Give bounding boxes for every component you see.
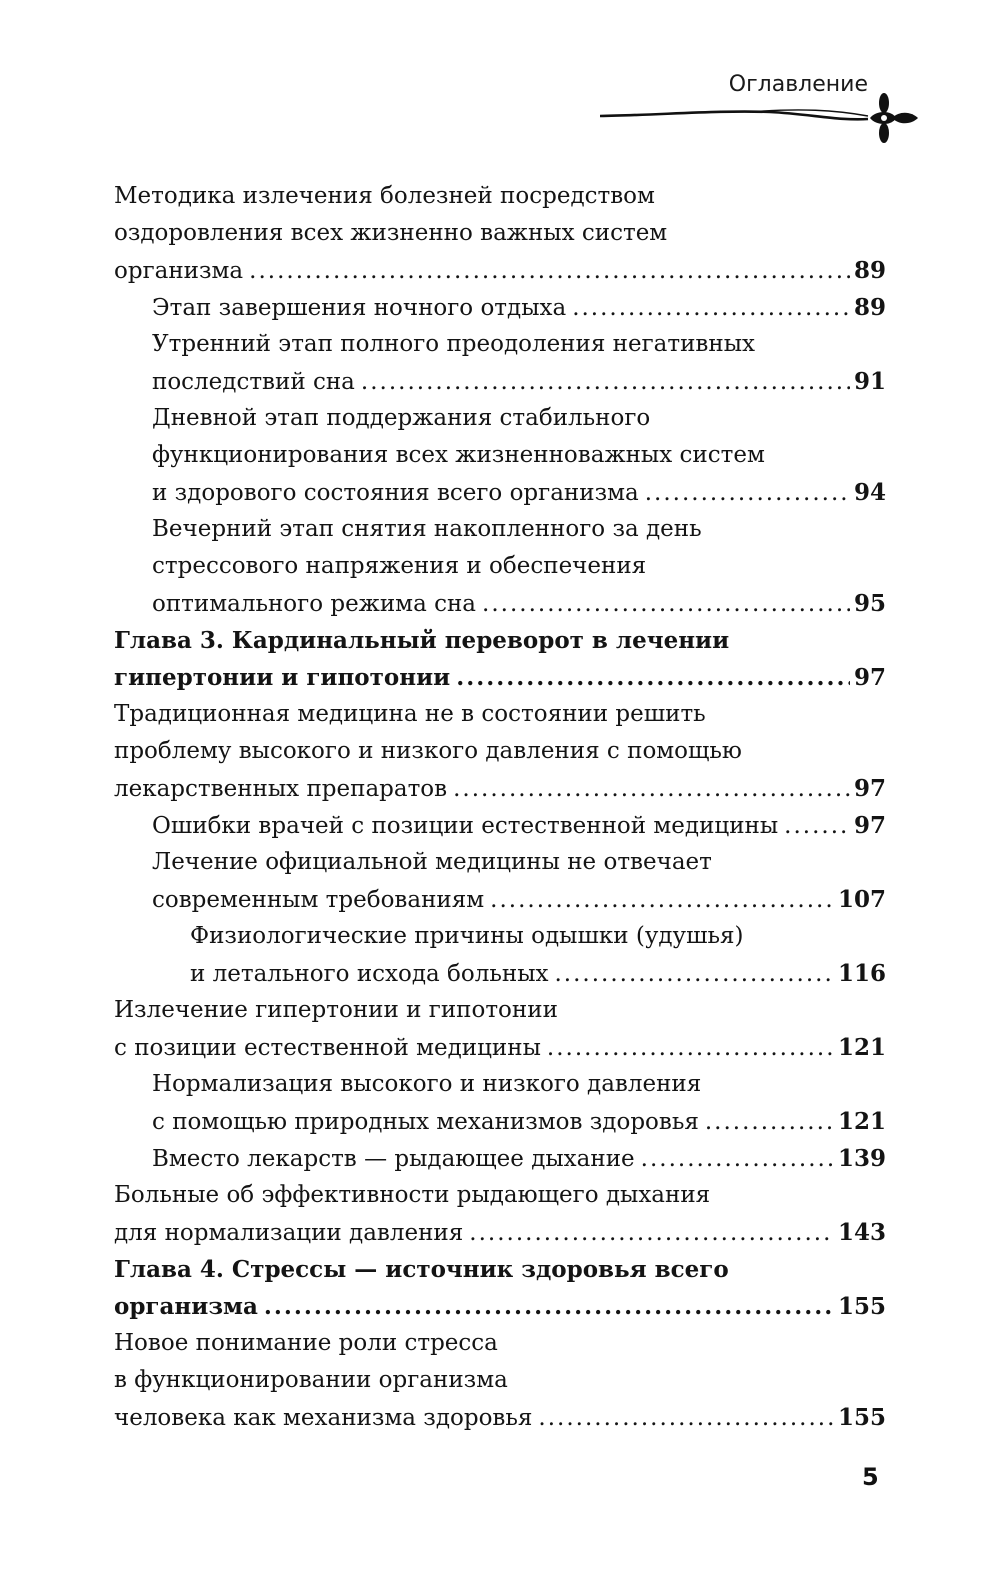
toc-entry-text: Излечение гипертонии и гипотонии (114, 997, 558, 1023)
page-number: 5 (862, 1463, 879, 1491)
toc-entry-line (114, 992, 886, 1029)
toc-entry-line (152, 807, 886, 844)
toc-entry-line (114, 1251, 886, 1288)
toc-entry-line (114, 770, 886, 807)
toc-entry-line (114, 1177, 886, 1214)
dot-leader (784, 808, 850, 845)
toc-page-number: 97 (853, 812, 886, 839)
running-head-title: Оглавление (728, 72, 868, 97)
dot-leader (482, 586, 850, 623)
toc-page-number: 97 (853, 664, 886, 691)
toc-entry-line (114, 1214, 886, 1251)
running-head (600, 70, 920, 150)
toc-entry-text: для нормализации давления (114, 1220, 464, 1246)
toc-page-number: 155 (837, 1293, 886, 1320)
toc-entry-line (152, 844, 886, 881)
toc-entry-line (152, 1066, 886, 1103)
dot-leader (641, 1141, 834, 1178)
toc-entry-text: и здорового состояния всего организма (152, 480, 639, 506)
dot-leader (554, 956, 834, 993)
toc-entry-line (114, 1029, 886, 1066)
toc-entry-line (114, 659, 886, 696)
toc-entry-line (152, 881, 886, 918)
dot-leader (490, 882, 834, 919)
toc-entry-text: оздоровления всех жизненно важных систем (114, 220, 668, 246)
toc-entry-line (152, 289, 886, 326)
toc-entry-text: с помощью природных механизмов здоровья (152, 1109, 699, 1135)
toc-entry-line (114, 622, 886, 659)
toc-entry-line (114, 1399, 886, 1436)
toc-entry-text: Вечерний этап снятия накопленного за день (152, 516, 702, 542)
toc-entry-text: Этап завершения ночного отдыха (152, 295, 567, 321)
toc-entry-line (152, 437, 886, 474)
toc-entry-line (152, 363, 886, 400)
toc-entry-text: гипертонии и гипотонии (114, 664, 451, 691)
toc-entry-text: с позиции естественной медицины (114, 1035, 541, 1061)
dot-leader (705, 1104, 834, 1141)
toc-entry-text: стрессового напряжения и обеспечения (152, 553, 647, 579)
dot-leader (361, 364, 850, 401)
toc-entry-text: Ошибки врачей с позиции естественной медицины (152, 813, 779, 839)
toc-entry-line (152, 1103, 886, 1140)
toc-entry-text: проблему высокого и низкого давления с помощью (114, 738, 742, 764)
toc-entry-text: Новое понимание роли стресса (114, 1330, 498, 1356)
toc-entry-line (114, 696, 886, 733)
toc-entry-line (114, 1288, 886, 1325)
toc-entry-text: лекарственных препаратов (114, 776, 448, 802)
toc-entry-line (152, 511, 886, 548)
toc-entry-line (152, 400, 886, 437)
dot-leader (456, 659, 850, 696)
toc-page-number: 97 (853, 775, 886, 802)
toc-entry-text: оптимального режима сна (152, 591, 477, 617)
toc-entry-text: Традиционная медицина не в состоянии решить (114, 701, 706, 727)
toc-page-number: 94 (853, 479, 886, 506)
toc-entry-line (114, 733, 886, 770)
toc-page-number: 143 (837, 1219, 886, 1246)
toc-entry-text: Дневной этап поддержания стабильного (152, 405, 651, 431)
dot-leader (538, 1400, 834, 1437)
toc-entry-line (190, 918, 886, 955)
toc-entry-line (114, 178, 886, 215)
toc-entry-text: функционирования всех жизненноважных систем (152, 442, 765, 468)
toc-entry-text: Нормализация высокого и низкого давления (152, 1071, 702, 1097)
toc-entry-line (190, 955, 886, 992)
toc-entry-text: Лечение официальной медицины не отвечает (152, 849, 712, 875)
table-of-contents (114, 178, 886, 1436)
toc-entry-text: организма (114, 258, 244, 284)
toc-entry-line (114, 1362, 886, 1399)
dot-leader (645, 475, 850, 512)
toc-page-number: 107 (837, 886, 886, 913)
dot-leader (572, 290, 850, 327)
ornament-flourish-icon (600, 88, 920, 148)
toc-entry-text: Вместо лекарств — рыдающее дыхание (152, 1146, 635, 1172)
toc-entry-text: Физиологические причины одышки (удушья) (190, 923, 744, 949)
toc-entry-text: Глава 3. Кардинальный переворот в лечении (114, 627, 730, 654)
dot-leader (249, 253, 850, 290)
toc-entry-line (152, 548, 886, 585)
dot-leader (264, 1288, 834, 1325)
toc-entry-text: Глава 4. Стрессы — источник здоровья всего (114, 1256, 729, 1283)
toc-page-number: 155 (837, 1404, 886, 1431)
toc-page-number: 121 (837, 1108, 886, 1135)
dot-leader (453, 771, 850, 808)
toc-entry-line (114, 252, 886, 289)
toc-entry-text: Больные об эффективности рыдающего дыхания (114, 1182, 711, 1208)
toc-entry-text: Методика излечения болезней посредством (114, 183, 655, 209)
toc-page-number: 89 (853, 257, 886, 284)
toc-entry-text: человека как механизма здоровья (114, 1405, 533, 1431)
toc-entry-text: современным требованиям (152, 887, 485, 913)
toc-entry-text: Утренний этап полного преодоления негативных (152, 331, 755, 357)
toc-entry-text: организма (114, 1293, 258, 1320)
toc-entry-line (152, 474, 886, 511)
toc-entry-text: и летального исхода больных (190, 961, 549, 987)
toc-page-number: 91 (853, 368, 886, 395)
toc-entry-text: последствий сна (152, 369, 355, 395)
toc-page-number: 89 (853, 294, 886, 321)
toc-entry-text: в функционировании организма (114, 1367, 508, 1393)
dot-leader (469, 1215, 834, 1252)
toc-entry-line (152, 585, 886, 622)
toc-entry-line (114, 1325, 886, 1362)
toc-page-number: 121 (837, 1034, 886, 1061)
toc-page-number: 116 (837, 960, 886, 987)
dot-leader (547, 1030, 834, 1067)
toc-entry-line (152, 1140, 886, 1177)
toc-entry-line (114, 215, 886, 252)
toc-page-number: 139 (837, 1145, 886, 1172)
toc-entry-line (152, 326, 886, 363)
toc-page-number: 95 (853, 590, 886, 617)
